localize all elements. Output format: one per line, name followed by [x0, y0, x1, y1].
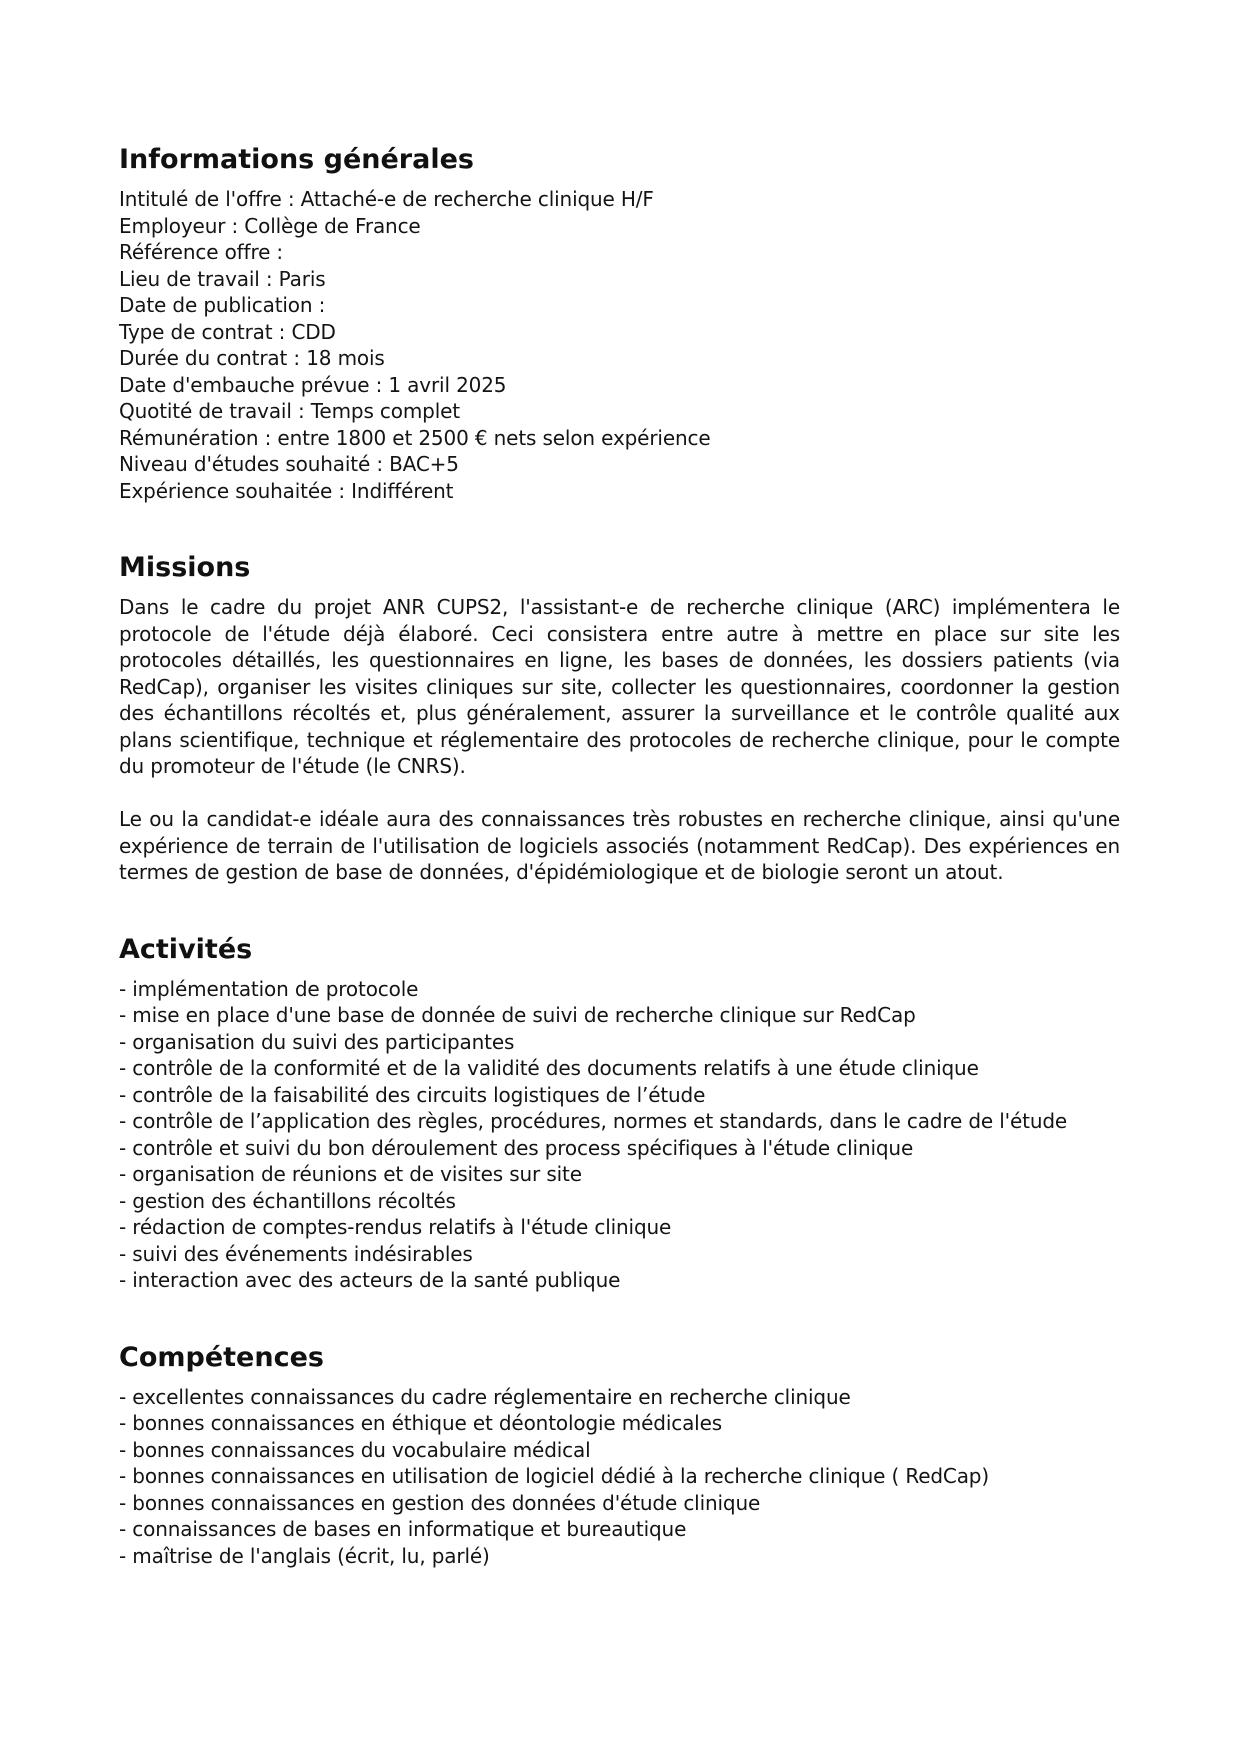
education-level-line: Niveau d'études souhaité : BAC+5	[119, 452, 459, 476]
activities-section	[119, 930, 1120, 1294]
skills-section	[119, 1338, 1120, 1570]
ideal-candidate-paragraph: Le ou la candidat-e idéale aura des connaissances très robustes en recherche clinique, ainsi qu'une expérience de terrain de l'utilisation de logiciels associés (notamment RedCap). Des expériences en termes de gestion de base de données, d'épidémiologique et de biologie seront un atout.	[119, 807, 1120, 884]
start-date-line: Date d'embauche prévue : 1 avril 2025	[119, 372, 507, 397]
list-item: - suivi des événements indésirables	[119, 1241, 473, 1266]
activities-heading: Activités	[119, 933, 253, 965]
missions-paragraph: Dans le cadre du projet ANR CUPS2, l'assistant-e de recherche clinique (ARC) implémentera le protocole de l'étude déjà élaboré. Ceci consistera entre autre à mettre en place sur site les protocoles détaillés, les questionnaires en ligne, les bases de données, les dossiers patients (via RedCap), organiser les visites cliniques sur site, collecter les questionnaires, coordonner la gestion des échantillons récoltés et, plus généralement, assurer la surveillance et le contrôle qualité aux plans scientifique, technique et réglementaire des protocoles de recherche clinique, pour le compte du promoteur de l'étude (le CNRS).	[119, 595, 1120, 778]
list-item: - organisation de réunions et de visites sur site	[119, 1162, 582, 1186]
general-information-list	[119, 186, 1120, 504]
missions-section	[119, 548, 1120, 886]
list-item: - bonnes connaissances en gestion des données d'étude clinique	[119, 1490, 761, 1515]
publication-date-line: Date de publication :	[119, 293, 326, 317]
skills-list	[119, 1384, 1120, 1570]
list-item: - maîtrise de l'anglais (écrit, lu, parlé)	[119, 1543, 490, 1568]
missions-heading: Missions	[119, 552, 251, 583]
list-item: - contrôle de la faisabilité des circuits logistiques de l’étude	[119, 1082, 706, 1107]
list-item: - organisation du suivi des participantes	[119, 1029, 515, 1054]
list-item: - contrôle de la conformité et de la validité des documents relatifs à une étude clinique	[119, 1056, 979, 1080]
list-item: - bonnes connaissances du vocabulaire médical	[119, 1437, 591, 1462]
list-item: - contrôle et suivi du bon déroulement des process spécifiques à l'étude clinique	[119, 1135, 914, 1160]
work-time-line: Quotité de travail : Temps complet	[119, 399, 460, 423]
list-item: - excellentes connaissances du cadre réglementaire en recherche clinique	[119, 1384, 851, 1409]
list-item: - gestion des échantillons récoltés	[119, 1188, 456, 1213]
list-item: - bonnes connaissances en utilisation de logiciel dédié à la recherche clinique ( RedCap)	[119, 1464, 990, 1488]
contract-type-line: Type de contrat : CDD	[119, 319, 336, 344]
offer-reference-line: Référence offre :	[119, 240, 284, 264]
activities-list	[119, 976, 1120, 1294]
employer-line: Employeur : Collège de France	[119, 213, 421, 238]
contract-duration-line: Durée du contrat : 18 mois	[119, 346, 385, 370]
list-item: - bonnes connaissances en éthique et déontologie médicales	[119, 1411, 723, 1435]
list-item: - mise en place d'une base de donnée de suivi de recherche clinique sur RedCap	[119, 1003, 916, 1027]
experience-line: Expérience souhaitée : Indifférent	[119, 478, 454, 503]
list-item: - rédaction de comptes-rendus relatifs à l'étude clinique	[119, 1215, 672, 1239]
salary-line: Rémunération : entre 1800 et 2500 € nets selon expérience	[119, 425, 711, 450]
general-information-heading: Informations générales	[119, 144, 474, 175]
general-information-section	[119, 140, 1120, 504]
list-item: - interaction avec des acteurs de la santé publique	[119, 1268, 621, 1292]
list-item: - contrôle de l’application des règles, procédures, normes et standards, dans le cadre de l'étude	[119, 1109, 1068, 1133]
list-item: - implémentation de protocole	[119, 976, 419, 1001]
list-item: - connaissances de bases en informatique et bureautique	[119, 1517, 687, 1541]
work-location-line: Lieu de travail : Paris	[119, 266, 326, 291]
skills-heading: Compétences	[119, 1341, 324, 1373]
job-title-line: Intitulé de l'offre : Attaché-e de recherche clinique H/F	[119, 187, 654, 211]
